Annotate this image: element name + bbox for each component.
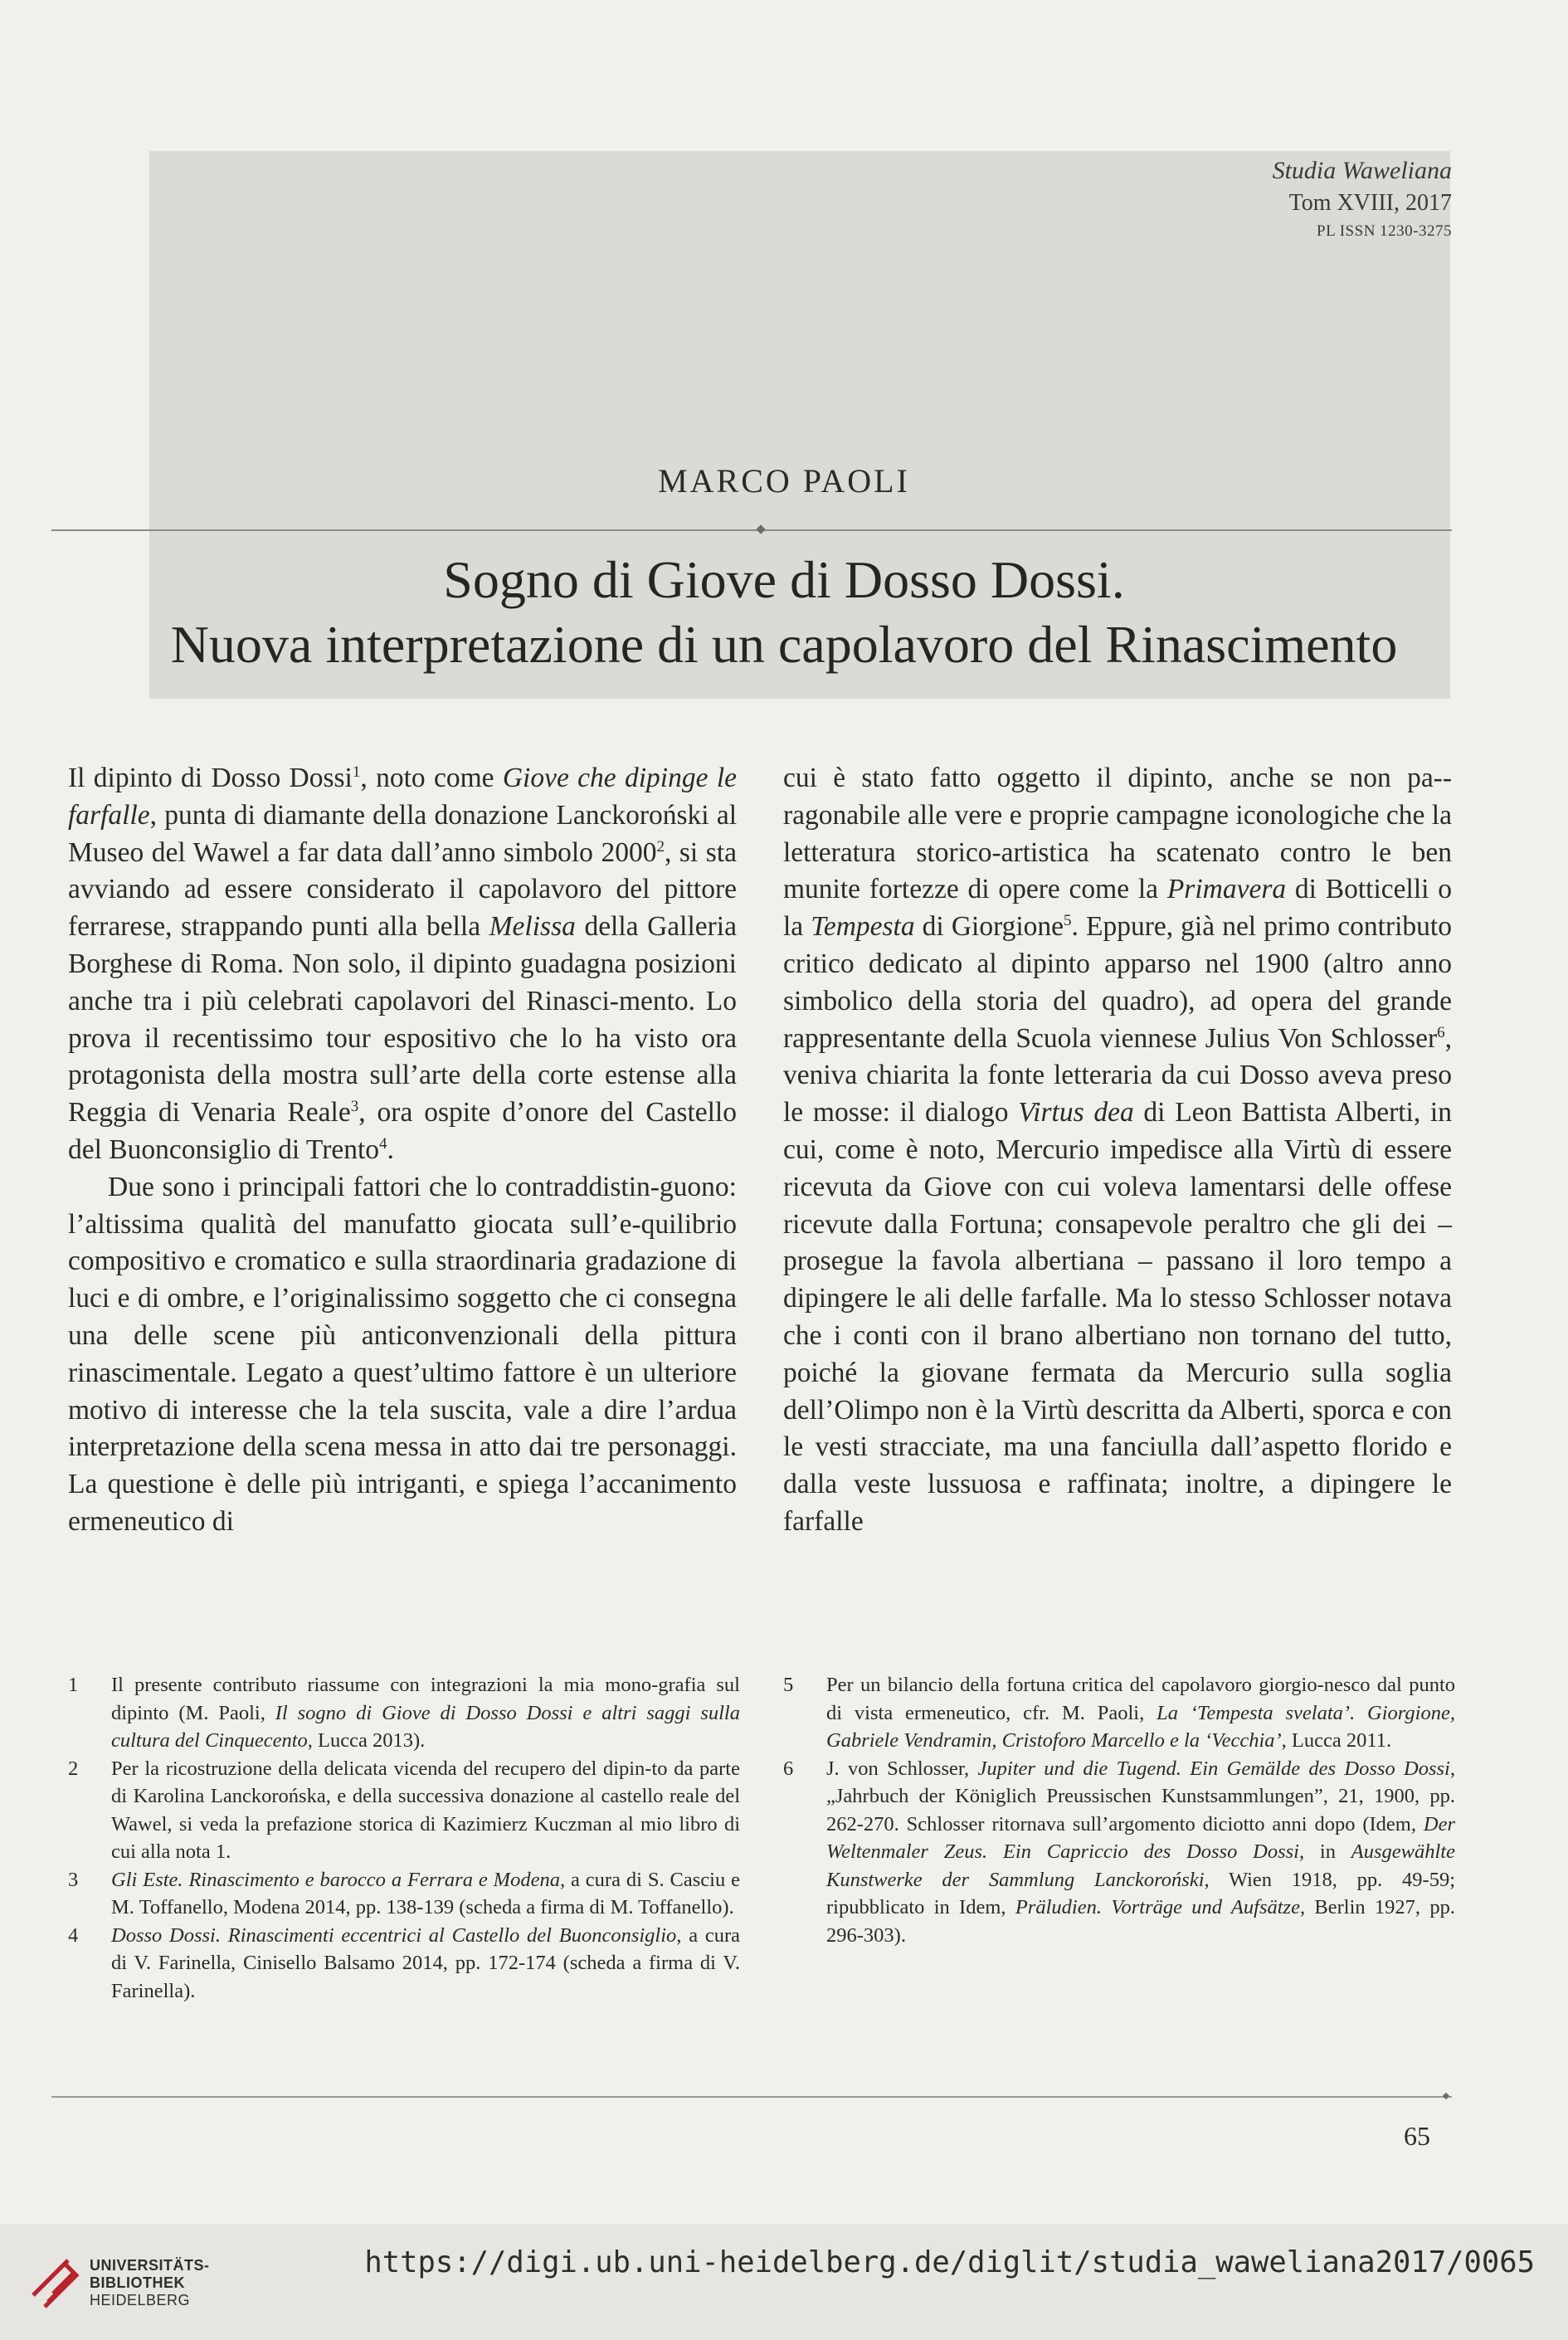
text-run: Due sono i principali fattori che lo contraddistin-guono: l’altissima qualità del manufatto giocata sull’e-quilibrio compositivo e cromatico e sulla straordinaria gradazione di luci e di ombre, e l’originalissimo soggetto che ci consegna una delle scene più anticonvenzionali della pittura rinascimentale. Legato a quest’ultimo fattore è un ulteriore motivo di interesse che la tela suscita, vale a dire l’ardua interpretazione della scena messa in atto dai tre personaggi. La questione è delle più intriganti, e spiega l’accanimento ermeneutico di: [68, 1171, 737, 1537]
text-run: , ora ospite d’onore del Castello del Buonconsiglio di Trento: [68, 1097, 737, 1165]
text-run: , Berlin 1927, pp. 296-303).: [826, 1896, 1455, 1947]
text-run: Per la ricostruzione della delicata vicenda del recupero del dipin-to da parte di Karolina Lanckorońska, e della successiva donazione al castello reale del Wawel, si veda la prefazione storica di Kazimierz Kuczman al mio libro di cui alla nota 1.: [111, 1757, 740, 1863]
footnote: [68, 1671, 740, 1755]
italic-text: Der Weltenmaler Zeus. Ein Capriccio des Dosso Dossi: [826, 1812, 1455, 1863]
italic-text: Il sogno di Giove di Dosso Dossi e altri saggi sulla cultura del Cinquecento: [111, 1701, 740, 1752]
journal-info: [1273, 154, 1452, 244]
article-author: MARCO PAOLI: [658, 462, 910, 500]
ub-heidelberg-logo-icon: [25, 2244, 100, 2318]
text-run: di Leon Battista Alberti, in cui, come è noto, Mercurio impedisce alla Virtù di essere ricevuta da Giove con cui voleva lamentarsi delle offese ricevute dalla Fortuna; consapevole peraltro che gli dei – prosegue la favola albertiana – passano il loro tempo a dipingere le ali delle farfalle. Ma lo stesso Schlosser notava che i conti con il brano albertiano non tornano del tutto, poiché la giovane fermata da Mercurio sulla soglia dell’Olimpo non è la Virtù descritta da Alberti, sporca e con le vesti stracciate, ma una fanciulla dall’aspetto florido e dalla veste lussuosa e raffinata; inoltre, a dipingere le farfalle: [783, 1097, 1452, 1537]
text-run: , in: [1298, 1840, 1351, 1863]
text-run: di Botticelli o la: [783, 874, 1452, 943]
footnote-ref: 5: [1064, 912, 1072, 930]
article-title: [0, 548, 1568, 677]
italic-text: Tempesta: [811, 911, 915, 943]
italic-text: Ausgewählte Kunstwerke der Sammlung Lanckoroński: [826, 1840, 1455, 1891]
text-run: , Wien 1918, pp. 49-59; ripubblicato in Idem,: [826, 1868, 1455, 1918]
text-run: di Giorgione: [914, 911, 1064, 943]
footnote-number: 3: [68, 1868, 79, 1891]
italic-text: Melissa: [489, 911, 576, 943]
footnote: [68, 1755, 740, 1866]
text-run: J. von Schlosser,: [826, 1757, 978, 1780]
italic-text: Virtus dea: [1018, 1097, 1134, 1129]
text-run: della Galleria Borghese di Roma. Non solo, il dipinto guadagna posizioni anche tra i più celebrati capolavori del Rinasci-mento. Lo prova il recentissimo tour espositivo che lo ha visto ora protagonista della mostra sull’arte della corte estense alla Reggia di Venaria Reale: [68, 911, 737, 1129]
footnote: [783, 1755, 1455, 1950]
body-column-right: [783, 760, 1452, 1541]
text-run: , „Jahrbuch der Königlich Preussischen Kunstsammlungen”, 21, 1900, pp. 262-270. Schlosser ritornava sull’argomento diciotto anni dopo (Idem,: [826, 1757, 1455, 1835]
italic-text: Gli Este. Rinascimento e barocco a Ferrara e Modena: [111, 1868, 560, 1891]
footnote: [68, 1922, 740, 2006]
footnote-ref: 3: [350, 1098, 359, 1116]
library-line-3: HEIDELBERG: [90, 2292, 191, 2308]
italic-text: Dosso Dossi. Rinascimenti eccentrici al Castello del Buonconsiglio: [111, 1923, 677, 1947]
text-run: , a cura di V. Farinella, Cinisello Balsamo 2014, pp. 172-174 (scheda a firma di V. Farinella).: [111, 1923, 740, 2002]
text-run: Il presente contributo riassume con integrazioni la mia mono-grafia sul dipinto (M. Paoli,: [111, 1674, 740, 1724]
text-run: , a cura di S. Casciu e M. Toffanello, Modena 2014, pp. 138-139 (scheda a firma di M. Toffanello).: [111, 1868, 740, 1918]
page-number: 65: [1404, 2121, 1430, 2151]
text-run: . Eppure, già nel primo contributo critico dedicato al dipinto apparso nel 1900 (altro anno simbolico della storia del quadro), ad opera del grande rappresentante della Scuola viennese Julius Von Schlosser: [783, 911, 1452, 1054]
paragraph: [783, 760, 1452, 1541]
text-run: , noto come: [360, 763, 503, 793]
text-run: Il dipinto di Dosso Dossi: [68, 763, 353, 793]
text-run: , punta di diamante della donazione Lanckoroński al Museo del Wawel a far data dall’anno simbolo 2000: [68, 799, 737, 868]
body-column-left: [68, 760, 737, 1541]
footnote-ref: 4: [379, 1134, 387, 1153]
footnote-text: [111, 1671, 740, 1755]
footnote-text: [111, 1755, 740, 1866]
text-run: , Lucca 2013).: [307, 1729, 426, 1752]
footnote-ref: 6: [1437, 1023, 1445, 1041]
paragraph: [68, 760, 737, 1169]
journal-issn: PL ISSN 1230-3275: [1317, 222, 1452, 240]
footer-bar: [0, 2224, 1568, 2340]
footnote-number: 6: [783, 1757, 794, 1780]
text-run: , si sta avviando ad essere considerato il capolavoro del pittore ferrarese, strappando punti alla bella: [68, 836, 737, 943]
title-line-1: Sogno di Giove di Dosso Dossi.: [443, 550, 1125, 609]
italic-text: La ‘Tempesta svelata’. Giorgione, Gabriele Vendramin, Cristoforo Marcello e la ‘Vecchia’: [826, 1701, 1455, 1752]
footnote: [68, 1866, 740, 1922]
italic-text: Giove che dipinge le farfalle: [68, 763, 737, 831]
footnote-number: 1: [68, 1674, 79, 1696]
footnote-text: [111, 1866, 740, 1922]
rule-diamond-icon: [1443, 2093, 1449, 2099]
footnote-ref: 2: [656, 837, 665, 856]
footnote-number: 4: [68, 1923, 79, 1947]
footnote-text: [111, 1922, 740, 2006]
footnote-number: 2: [68, 1757, 79, 1780]
footnote: [783, 1671, 1455, 1755]
text-run: cui è stato fatto oggetto il dipinto, anche se non pa-ragonabile alle vere e proprie campagne iconologiche che la letteratura storico-artistica ha scatenato contro le ben munite fortezze di opere come la: [783, 763, 1452, 905]
library-line-1: UNIVERSITÄTS-: [90, 2257, 210, 2274]
footnote-text: [826, 1671, 1455, 1755]
text-run: Per un bilancio della fortuna critica del capolavoro giorgio-nesco dal punto di vista ermeneutico, cfr. M. Paoli,: [826, 1674, 1455, 1724]
library-line-2: BIBLIOTHEK: [90, 2274, 185, 2291]
italic-text: Jupiter und die Tugend. Ein Gemälde des Dosso Dossi: [977, 1757, 1450, 1780]
journal-name: Studia Waweliana: [1272, 157, 1452, 184]
title-rule: [51, 529, 1452, 531]
library-name: [90, 2257, 210, 2309]
footnotes-right: [783, 1671, 1455, 1949]
journal-volume: Tom XVIII, 2017: [1288, 190, 1452, 216]
footnote-number: 5: [783, 1674, 794, 1696]
italic-text: Präludien. Vorträge und Aufsätze: [1015, 1896, 1300, 1918]
footer-rule: [51, 2096, 1452, 2098]
text-run: .: [387, 1133, 394, 1165]
text-run: , Lucca 2011.: [1281, 1729, 1392, 1752]
paragraph: [68, 1169, 737, 1541]
source-url-link[interactable]: https://digi.ub.uni-heidelberg.de/diglit/studia_waweliana2017/0065: [364, 2245, 1535, 2279]
title-line-2: Nuova interpretazione di un capolavoro del Rinascimento: [170, 615, 1398, 674]
italic-text: Primavera: [1166, 874, 1287, 905]
text-run: , veniva chiarita la fonte letteraria da cui Dosso aveva preso le mosse: il dialogo: [783, 1022, 1452, 1129]
footnote-text: [826, 1755, 1455, 1950]
footnote-ref: 1: [352, 763, 361, 781]
footnotes-left: [68, 1671, 740, 2005]
